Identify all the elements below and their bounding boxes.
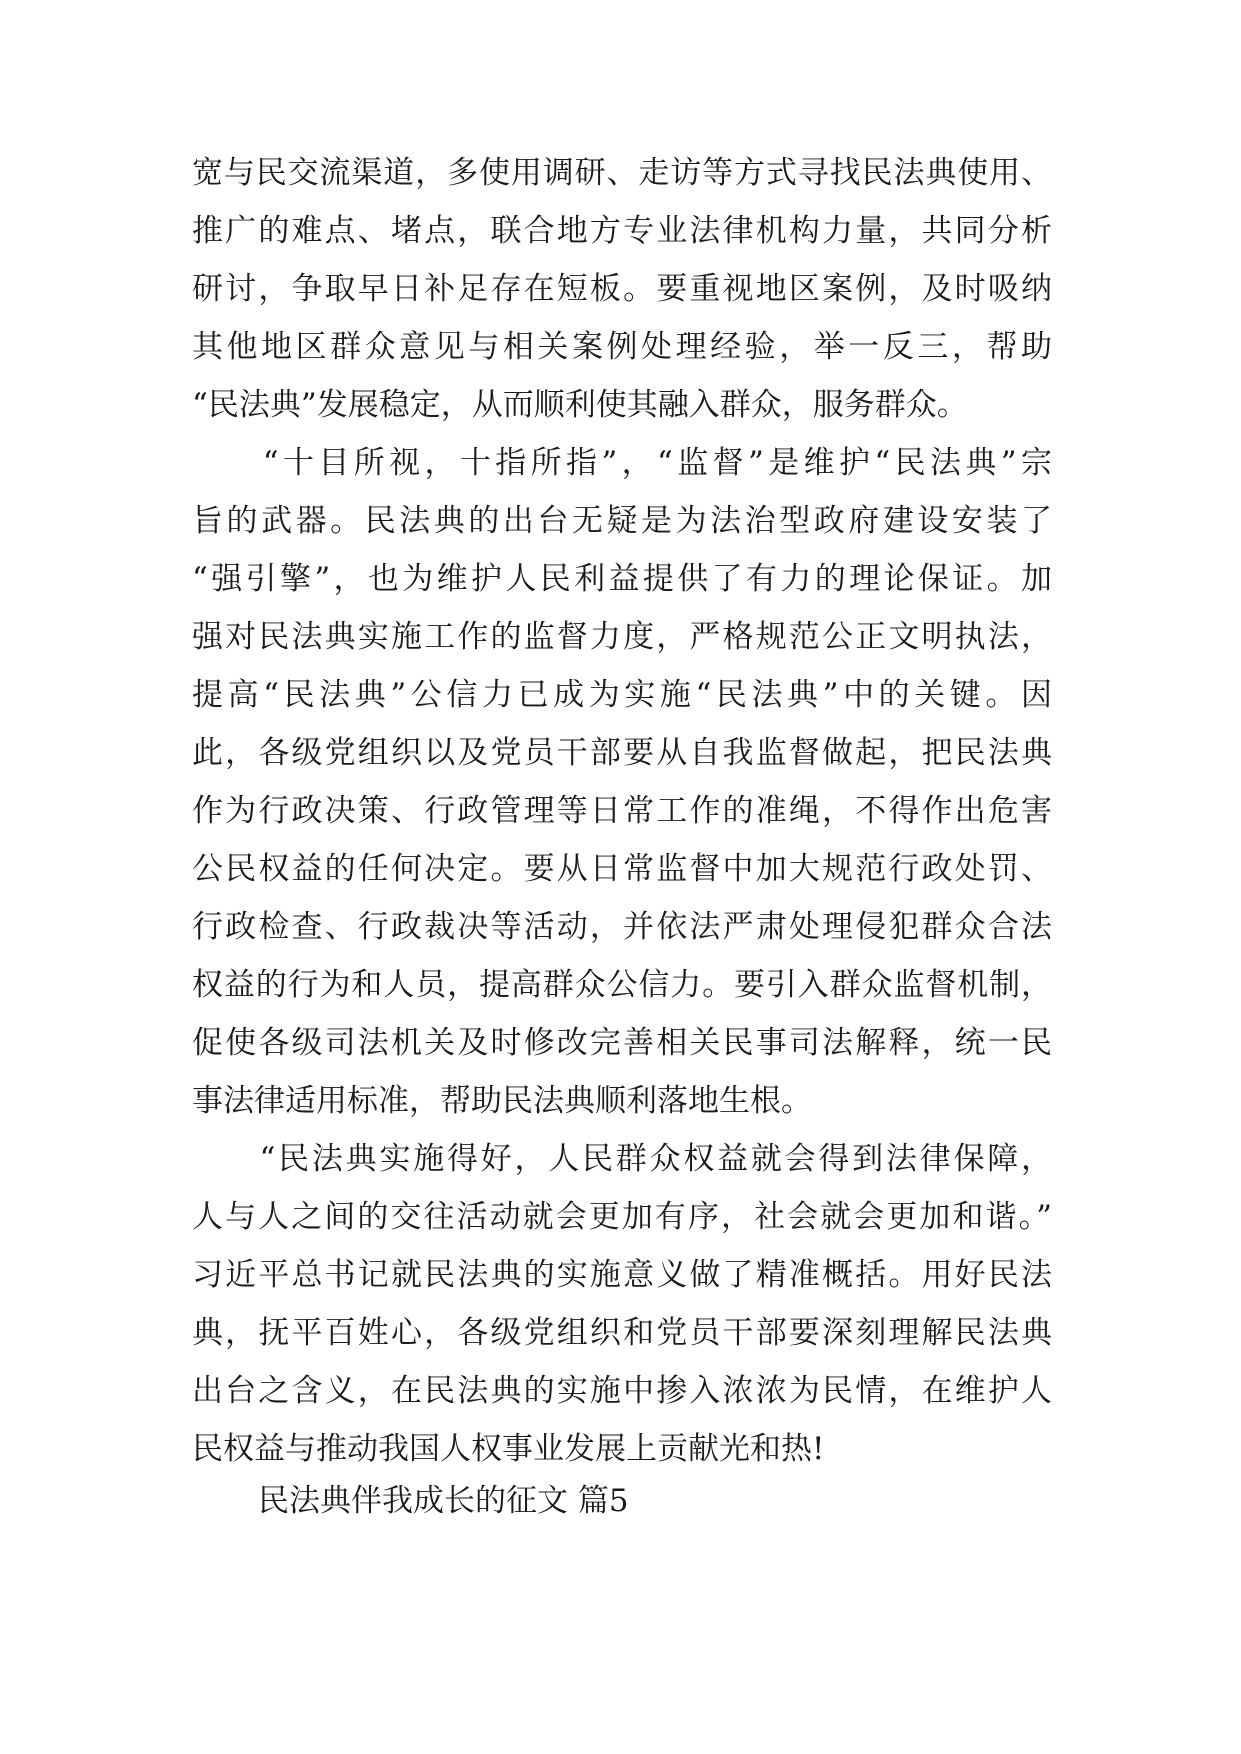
text-line: 人与人之间的交往活动就会更加有序，社会就会更加和谐。” [192,1199,1052,1235]
text-line: 行政检查、行政裁决等活动，并依法严肃处理侵犯群众合法 [192,909,1052,945]
text-line: 权益的行为和人员，提高群众公信力。要引入群众监督机制， [192,967,1052,1003]
text-line: 典，抚平百姓心，各级党组织和党员干部要深刻理解民法典 [192,1315,1052,1351]
text-line: 公民权益的任何决定。要从日常监督中加大规范行政处罚、 [192,851,1052,887]
document-body [192,144,1052,1478]
text-line: 宽与民交流渠道，多使用调研、走访等方式寻找民法典使用、 [192,155,1052,191]
text-line: 推广的难点、堵点，联合地方专业法律机构力量，共同分析 [192,213,1052,249]
text-line: 作为行政决策、行政管理等日常工作的准绳，不得作出危害 [192,793,1052,829]
text-line: 民权益与推动我国人权事业发展上贡献光和热! [192,1431,825,1467]
text-line: “十目所视，十指所指”，“监督”是维护“民法典”宗 [192,445,1052,481]
text-line: 研讨，争取早日补足存在短板。要重视地区案例，及时吸纳 [192,271,1052,307]
text-line: 强对民法典实施工作的监督力度，严格规范公正文明执法， [192,619,1052,655]
text-line: “民法典”发展稳定，从而顺利使其融入群众，服务群众。 [192,387,968,423]
text-line: 出台之含义，在民法典的实施中掺入浓浓为民情，在维护人 [192,1373,1052,1409]
text-line: 习近平总书记就民法典的实施意义做了精准概括。用好民法 [192,1257,1052,1293]
text-line: “强引擎”，也为维护人民利益提供了有力的理论保证。加 [192,561,1052,597]
text-line: 其他地区群众意见与相关案例处理经验，举一反三，帮助 [192,329,1052,365]
text-line: 事法律适用标准，帮助民法典顺利落地生根。 [192,1083,812,1119]
section-heading: 民法典伴我成长的征文 篇5 [258,1483,629,1519]
text-line: 促使各级司法机关及时修改完善相关民事司法解释，统一民 [192,1025,1052,1061]
text-line: 旨的武器。民法典的出台无疑是为法治型政府建设安装了 [192,503,1052,539]
text-line: 提高“民法典”公信力已成为实施“民法典”中的关键。因 [192,677,1052,713]
text-line: 此，各级党组织以及党员干部要从自我监督做起，把民法典 [192,735,1052,771]
text-line: “民法典实施得好，人民群众权益就会得到法律保障， [192,1141,1052,1177]
